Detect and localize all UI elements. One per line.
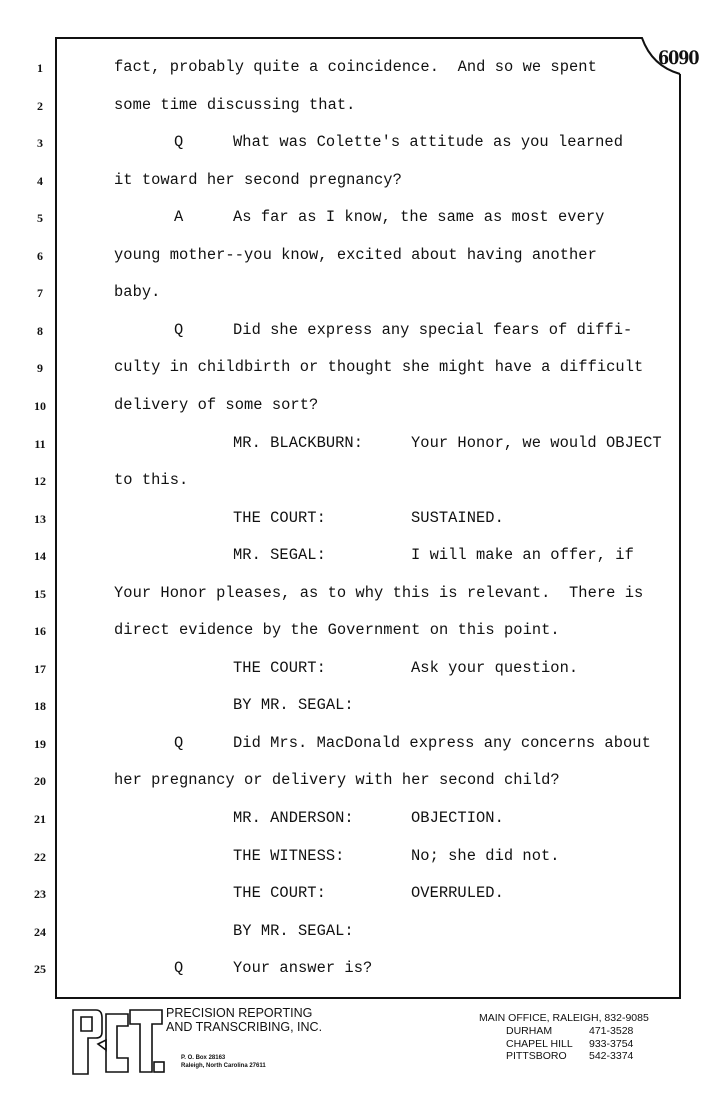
office-city: DURHAM <box>506 1025 553 1037</box>
line-number: 7 <box>37 286 43 301</box>
line-number: 15 <box>34 586 46 601</box>
line-number: 18 <box>34 699 46 714</box>
office-city: PITTSBORO <box>506 1050 567 1062</box>
line-number: 5 <box>37 211 43 226</box>
transcript-line <box>0 546 720 566</box>
speaker-label: THE WITNESS: <box>233 846 345 865</box>
line-text: SUSTAINED. <box>411 508 504 527</box>
line-text: I will make an offer, if <box>411 546 634 565</box>
transcript-line <box>0 696 720 716</box>
line-text: some time discussing that. <box>114 95 356 114</box>
line-text: delivery of some sort? <box>114 395 319 414</box>
line-number: 17 <box>34 661 46 676</box>
address-line1: P. O. Box 28163 <box>181 1055 226 1061</box>
line-number: 3 <box>37 136 43 151</box>
transcript-line <box>0 321 720 341</box>
speaker-label: THE COURT: <box>233 508 326 527</box>
line-number: 2 <box>37 98 43 113</box>
line-number: 9 <box>37 361 43 376</box>
qa-marker: Q <box>174 959 184 978</box>
office-phone: 933-3754 <box>589 1037 634 1050</box>
transcript-line <box>0 171 720 191</box>
qa-marker: Q <box>174 320 184 339</box>
office-row <box>479 1025 649 1038</box>
company-name-line1: PRECISION REPORTING <box>166 1006 313 1020</box>
office-phone: 542-3374 <box>589 1050 634 1062</box>
office-city: CHAPEL HILL <box>506 1037 573 1050</box>
transcript-line <box>0 584 720 604</box>
transcript-line <box>0 133 720 153</box>
transcript-line <box>0 58 720 78</box>
line-number: 16 <box>34 624 46 639</box>
transcript-line <box>0 922 720 942</box>
line-number: 12 <box>34 474 46 489</box>
office-list <box>479 1011 649 1063</box>
line-number: 19 <box>34 736 46 751</box>
company-name-line2: AND TRANSCRIBING, INC. <box>166 1020 323 1034</box>
line-text: OVERRULED. <box>411 884 504 903</box>
line-number: 24 <box>34 924 46 939</box>
line-text: Your Honor pleases, as to why this is relevant. There is <box>114 583 644 602</box>
line-text: it toward her second pregnancy? <box>114 170 402 189</box>
line-number: 6 <box>37 248 43 263</box>
transcript-line <box>0 734 720 754</box>
speaker-label: MR. SEGAL: <box>233 546 326 565</box>
frame-bottom-border <box>55 997 681 999</box>
line-number: 14 <box>34 549 46 564</box>
frame-top-border <box>55 37 641 39</box>
line-number: 21 <box>34 812 46 826</box>
line-text: to this. <box>114 471 189 490</box>
transcript-line <box>0 471 720 491</box>
line-text: Your answer is? <box>233 959 373 978</box>
line-number: 11 <box>34 436 46 451</box>
line-text: Did she express any special fears of diffi- <box>233 320 633 339</box>
line-number: 23 <box>34 887 46 902</box>
qa-marker: A <box>174 208 184 227</box>
transcript-line <box>0 283 720 303</box>
line-number: 8 <box>37 323 43 338</box>
transcript-line <box>0 96 720 116</box>
company-address <box>181 1054 266 1070</box>
line-text: No; she did not. <box>411 846 560 865</box>
line-text: Did Mrs. MacDonald express any concerns about <box>233 733 651 752</box>
transcript-line <box>0 246 720 266</box>
line-number: 1 <box>37 61 43 75</box>
line-text: What was Colette's attitude as you learned <box>233 133 624 152</box>
line-text: fact, probably quite a coincidence. And so we spent <box>114 58 597 76</box>
office-row <box>479 1038 649 1051</box>
line-number: 13 <box>34 511 46 526</box>
line-text: culty in childbirth or thought she might have a difficult <box>114 358 644 377</box>
transcript-line <box>0 809 720 829</box>
address-line2: Raleigh, North Carolina 27611 <box>181 1063 266 1069</box>
line-text: BY MR. SEGAL: <box>233 921 354 940</box>
line-number: 25 <box>34 962 46 977</box>
line-text: baby. <box>114 283 161 302</box>
transcript-line <box>0 621 720 641</box>
line-text: her pregnancy or delivery with her second child? <box>114 771 560 790</box>
line-text: direct evidence by the Government on this point. <box>114 621 560 640</box>
line-text: OBJECTION. <box>411 809 504 827</box>
line-text: young mother--you know, excited about having another <box>114 245 597 264</box>
speaker-label: MR. BLACKBURN: <box>233 433 364 452</box>
transcript-line <box>0 208 720 228</box>
transcript-line <box>0 659 720 679</box>
speaker-label: THE COURT: <box>233 884 326 903</box>
speaker-label: MR. ANDERSON: <box>233 809 354 827</box>
pt-logo-icon <box>70 1006 166 1078</box>
line-text: As far as I know, the same as most every <box>233 208 605 227</box>
line-number: 10 <box>34 398 46 413</box>
transcript-line <box>0 884 720 904</box>
line-number: 4 <box>37 173 43 188</box>
line-text: Ask your question. <box>411 658 579 677</box>
line-text: BY MR. SEGAL: <box>233 696 354 715</box>
transcript-line <box>0 771 720 791</box>
company-name <box>166 1006 322 1034</box>
line-number: 20 <box>34 774 46 789</box>
main-office: MAIN OFFICE, RALEIGH, 832-9085 <box>479 1012 649 1024</box>
office-row <box>479 1050 649 1063</box>
qa-marker: Q <box>174 133 184 152</box>
transcript-line <box>0 847 720 867</box>
line-text: Your Honor, we would OBJECT <box>411 433 662 452</box>
speaker-label: THE COURT: <box>233 658 326 677</box>
transcript-line <box>0 509 720 529</box>
line-number: 22 <box>34 849 46 864</box>
transcript-line <box>0 959 720 979</box>
qa-marker: Q <box>174 733 184 752</box>
office-phone: 471-3528 <box>589 1025 634 1037</box>
transcript-line <box>0 396 720 416</box>
transcript-line <box>0 358 720 378</box>
page-number: 6090 <box>658 46 699 69</box>
transcript-line <box>0 434 720 454</box>
